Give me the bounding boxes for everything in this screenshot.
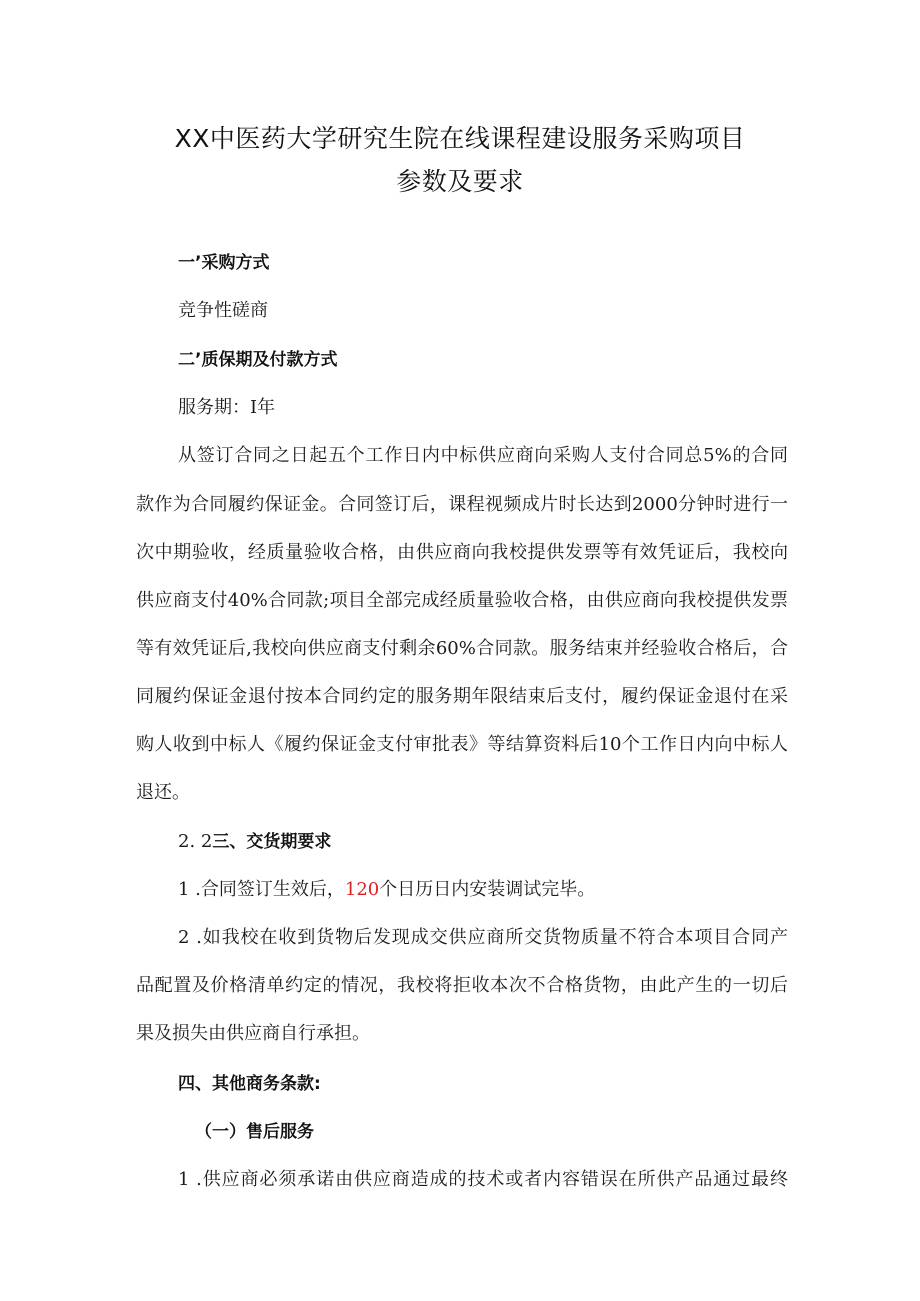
section3-prefix: 2. 2 (178, 831, 213, 852)
delivery-item-1 (178, 875, 595, 901)
service-period: 服务期：I年 (178, 397, 276, 418)
section4-heading: 四、其他商务条款: (178, 1074, 321, 1094)
section4-subheading: （一）售后服务 (195, 1122, 314, 1142)
payment-paragraph-line: 退还。 (136, 782, 190, 803)
section3-heading: 三、交货期要求 (212, 832, 332, 852)
payment-paragraph-line: 购人收到中标人《履约保证金支付审批表》等结算资料后10个工作日内向中标人 (136, 734, 788, 755)
section3-heading-row (178, 827, 331, 852)
delivery-item-1-before: 1 .合同签订生效后， (178, 879, 345, 900)
delivery-days-highlight: 120 (344, 879, 380, 900)
delivery-item-2-line: 2 .如我校在收到货物后发现成交供应商所交货物质量不符合本项目合同产 (178, 927, 788, 948)
delivery-item-2-line: 果及损失由供应商自行承担。 (136, 1023, 370, 1044)
section1-heading: 一’采购方式 (178, 253, 270, 273)
section1-content: 竞争性磋商 (178, 300, 268, 321)
delivery-item-2-line: 品配置及价格清单约定的情况，我校将拒收本次不合格货物，由此产生的一切后 (136, 975, 788, 996)
after-sales-item-1-line: 1 .供应商必须承诺由供应商造成的技术或者内容错误在所供产品通过最终 (178, 1169, 788, 1190)
payment-paragraph-line: 供应商支付40%合同款;项目全部完成经质量验收合格，由供应商向我校提供发票 (136, 590, 788, 611)
payment-paragraph-line: 同履约保证金退付按本合同约定的服务期年限结束后支付，履约保证金退付在采 (136, 686, 788, 707)
payment-paragraph-line: 次中期验收，经质量验收合格，由供应商向我校提供发票等有效凭证后，我校向 (136, 542, 788, 563)
document-title-line2: 参数及要求 (396, 167, 524, 196)
payment-paragraph-line: 款作为合同履约保证金。合同签订后，课程视频成片时长达到2000分钟时进行一 (136, 494, 788, 515)
delivery-item-1-after: 个日历日内安装调试完毕。 (379, 879, 596, 900)
section2-heading: 二’质保期及付款方式 (178, 350, 338, 370)
payment-paragraph-line: 等有效凭证后,我校向供应商支付剩余60%合同款。服务结束并经验收合格后，合 (136, 638, 788, 659)
document-title-line1: XX中医药大学研究生院在线课程建设服务采购项目 (174, 124, 746, 153)
payment-paragraph-line: 从签订合同之日起五个工作日内中标供应商向采购人支付合同总5%的合同 (178, 445, 788, 466)
